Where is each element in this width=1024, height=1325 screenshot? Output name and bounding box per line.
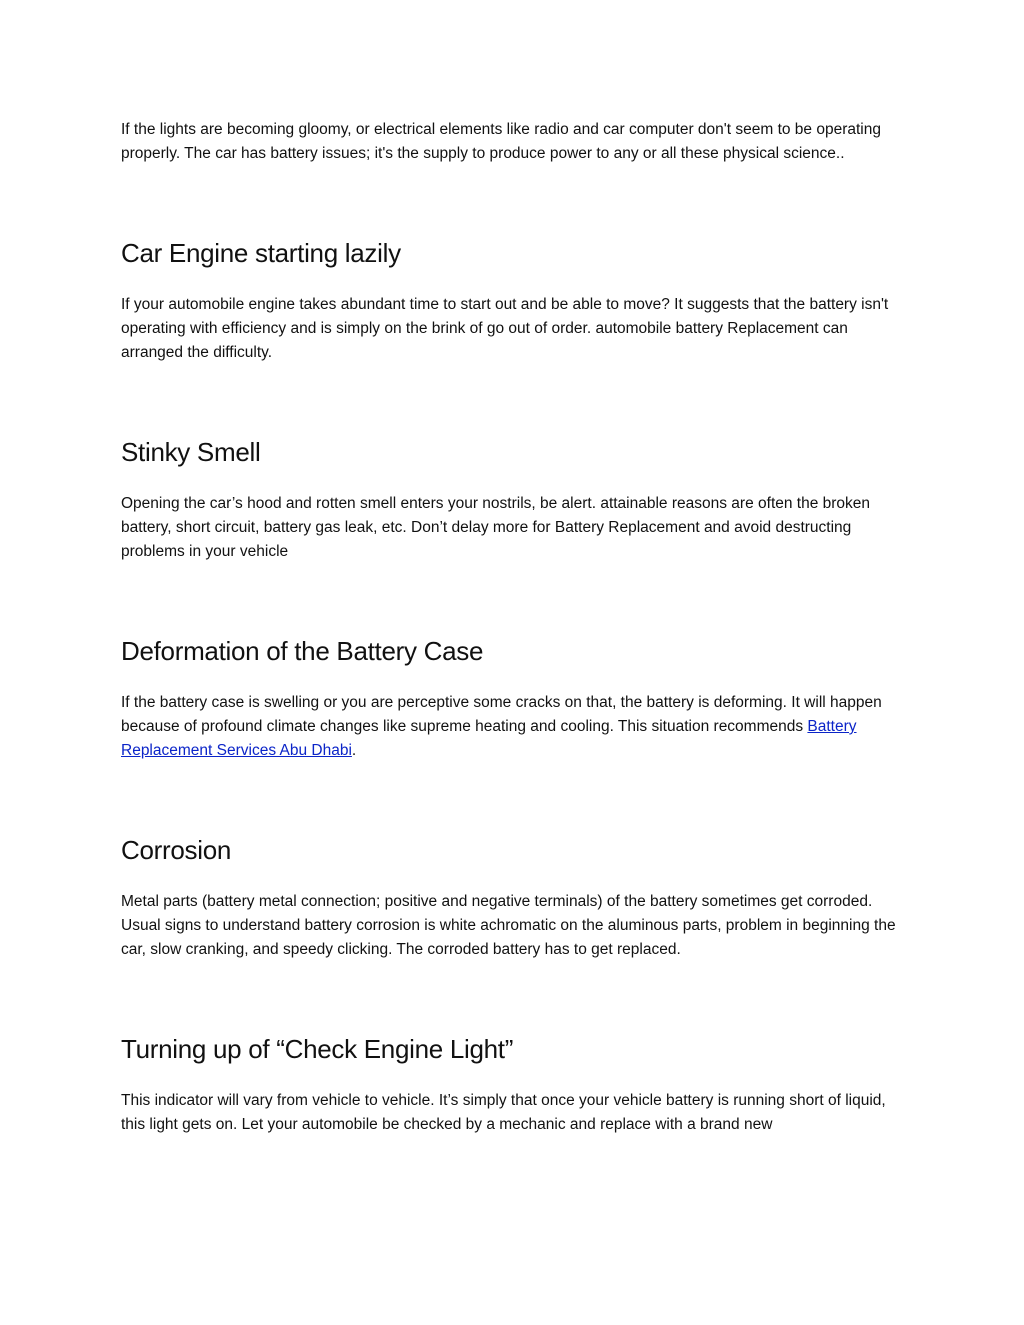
section-battery-deformation	[121, 635, 911, 763]
section-heading: Corrosion	[121, 835, 232, 865]
section-body-text: If the battery case is swelling or you are perceptive some cracks on that, the battery is deforming. It will happen because of profound climate changes like supreme heating and cooling. This situation recommends	[121, 694, 882, 735]
section-body: Opening the car’s hood and rotten smell enters your nostrils, be alert. attainable reasons are often the broken battery, short circuit, battery gas leak, etc. Don’t delay more for Battery Replacement and avoid destructing problems in your vehicle	[121, 495, 871, 560]
section-body-end: .	[351, 742, 357, 759]
section-body: This indicator will vary from vehicle to vehicle. It’s simply that once your vehicle battery is running short of liquid, this light gets on. Let your automobile be checked by a mechanic and replace with a brand new	[121, 1092, 886, 1133]
section-heading: Stinky Smell	[121, 437, 261, 467]
section-body: Metal parts (battery metal connection; positive and negative terminals) of the battery sometimes get corroded. Usual signs to understand battery corrosion is white achromatic on the aluminous parts, problem in beginning the car, slow cranking, and speedy clicking. The corroded battery has to get replaced.	[121, 893, 896, 958]
section-stinky-smell	[121, 436, 911, 564]
battery-replacement-link[interactable]: Battery Replacement Services Abu Dhabi	[121, 718, 857, 759]
section-body	[121, 691, 911, 763]
section-heading: Turning up of “Check Engine Light”	[121, 1034, 514, 1064]
section-engine-starting	[121, 237, 911, 365]
section-body: If your automobile engine takes abundant time to start out and be able to move? It suggests that the battery isn't operating with efficiency and is simply on the brink of go out of order. automobile battery Replacement can arranged the difficulty.	[121, 296, 889, 361]
section-check-engine-light	[121, 1033, 911, 1137]
document-page	[121, 118, 911, 1137]
intro-paragraph: If the lights are becoming gloomy, or electrical elements like radio and car computer don't seem to be operating properly. The car has battery issues; it's the supply to produce power to any or all these physical science..	[121, 121, 881, 162]
section-heading: Deformation of the Battery Case	[121, 636, 484, 666]
section-heading: Car Engine starting lazily	[121, 238, 401, 268]
section-corrosion	[121, 834, 911, 962]
